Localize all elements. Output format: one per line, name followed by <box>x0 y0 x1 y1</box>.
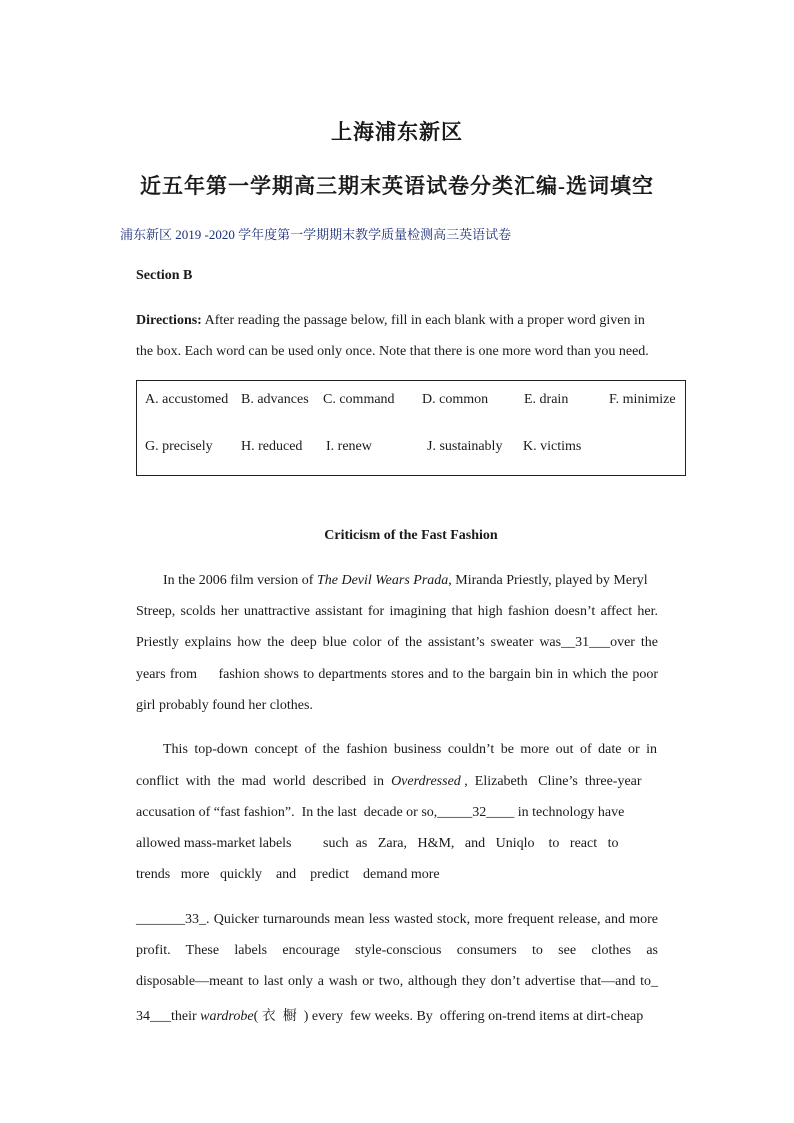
word-box <box>136 380 686 476</box>
wardrobe-gloss: ( 衣 橱 ) <box>253 1009 312 1024</box>
word-option-g: G. precisely <box>145 439 213 454</box>
word-option-d: D. common <box>422 392 489 407</box>
word-option-j: J. sustainably <box>427 439 503 454</box>
p2-line-4: allowed mass-market labels such as Zara, H&M, and Uniqlo to react to <box>136 836 619 851</box>
word-option-i: I. renew <box>326 439 372 454</box>
section-label: Section B <box>136 268 193 283</box>
directions-line-1 <box>136 313 645 329</box>
directions-label: Directions: <box>136 313 202 328</box>
word-option-a: A. accustomed <box>145 392 229 407</box>
p2-line-7: profit. These labels encourage style-conscious consumers to see clothes as <box>136 943 658 958</box>
word-option-h: H. reduced <box>241 439 303 454</box>
book-title: Overdressed <box>391 774 461 789</box>
p2-line-8: disposable—meant to last only a wash or two, although they don’t advertise that—and to_ <box>136 974 658 989</box>
p2-text: conflict with the mad world described in <box>136 774 392 789</box>
p2-line-3: accusation of “fast fashion”. In the last decade or so,_____32____ in technology have <box>136 805 625 820</box>
p2-line-9 <box>136 1005 643 1025</box>
p1-line-5: girl probably found her clothes. <box>136 698 313 713</box>
wardrobe-word: wardrobe <box>200 1009 254 1024</box>
p2-text: , Elizabeth Cline’s three-year <box>460 774 642 789</box>
p2-line-1: This top-down concept of the fashion business couldn’t be more out of date or in <box>163 742 657 757</box>
word-option-b: B. advances <box>241 392 309 407</box>
word-option-f: F. minimize <box>609 392 676 407</box>
p1-text: In the 2006 film version of <box>163 573 317 588</box>
film-title: The Devil Wears Prada <box>316 573 449 588</box>
directions-line-2: the box. Each word can be used only once. Note that there is one more word than you need. <box>136 344 649 359</box>
directions-text-1: After reading the passage below, fill in each blank with a proper word given in <box>204 313 645 328</box>
p1-line-4: years from fashion shows to departments stores and to the bargain bin in which the poor <box>136 667 658 682</box>
p1-line-1 <box>163 573 648 589</box>
p1-line-2: Streep, scolds her unattractive assistant for imagining that high fashion doesn’t affect her. <box>136 604 658 619</box>
p1-text: , Miranda Priestly, played by Meryl <box>448 573 648 588</box>
p1-line-3: Priestly explains how the deep blue color of the assistant’s sweater was__31___over the <box>136 635 658 650</box>
p2-text: 34___their <box>136 1009 201 1024</box>
passage-title: Criticism of the Fast Fashion <box>324 528 498 543</box>
document-title: 上海浦东新区 <box>331 120 463 144</box>
p2-line-2 <box>136 774 642 790</box>
p2-line-6: _______33_. Quicker turnarounds mean less wasted stock, more frequent release, and more <box>136 912 658 927</box>
word-option-c: C. command <box>323 392 395 407</box>
p2-text: every few weeks. By offering on-trend items at dirt-cheap <box>311 1009 644 1024</box>
document-subtitle: 近五年第一学期高三期末英语试卷分类汇编-选词填空 <box>140 174 654 198</box>
word-option-k: K. victims <box>523 439 582 454</box>
exam-source: 浦东新区 2019 -2020 学年度第一学期期末教学质量检测高三英语试卷 <box>120 227 512 242</box>
p2-line-5: trends more quickly and predict demand more <box>136 867 440 882</box>
word-option-e: E. drain <box>524 392 569 407</box>
